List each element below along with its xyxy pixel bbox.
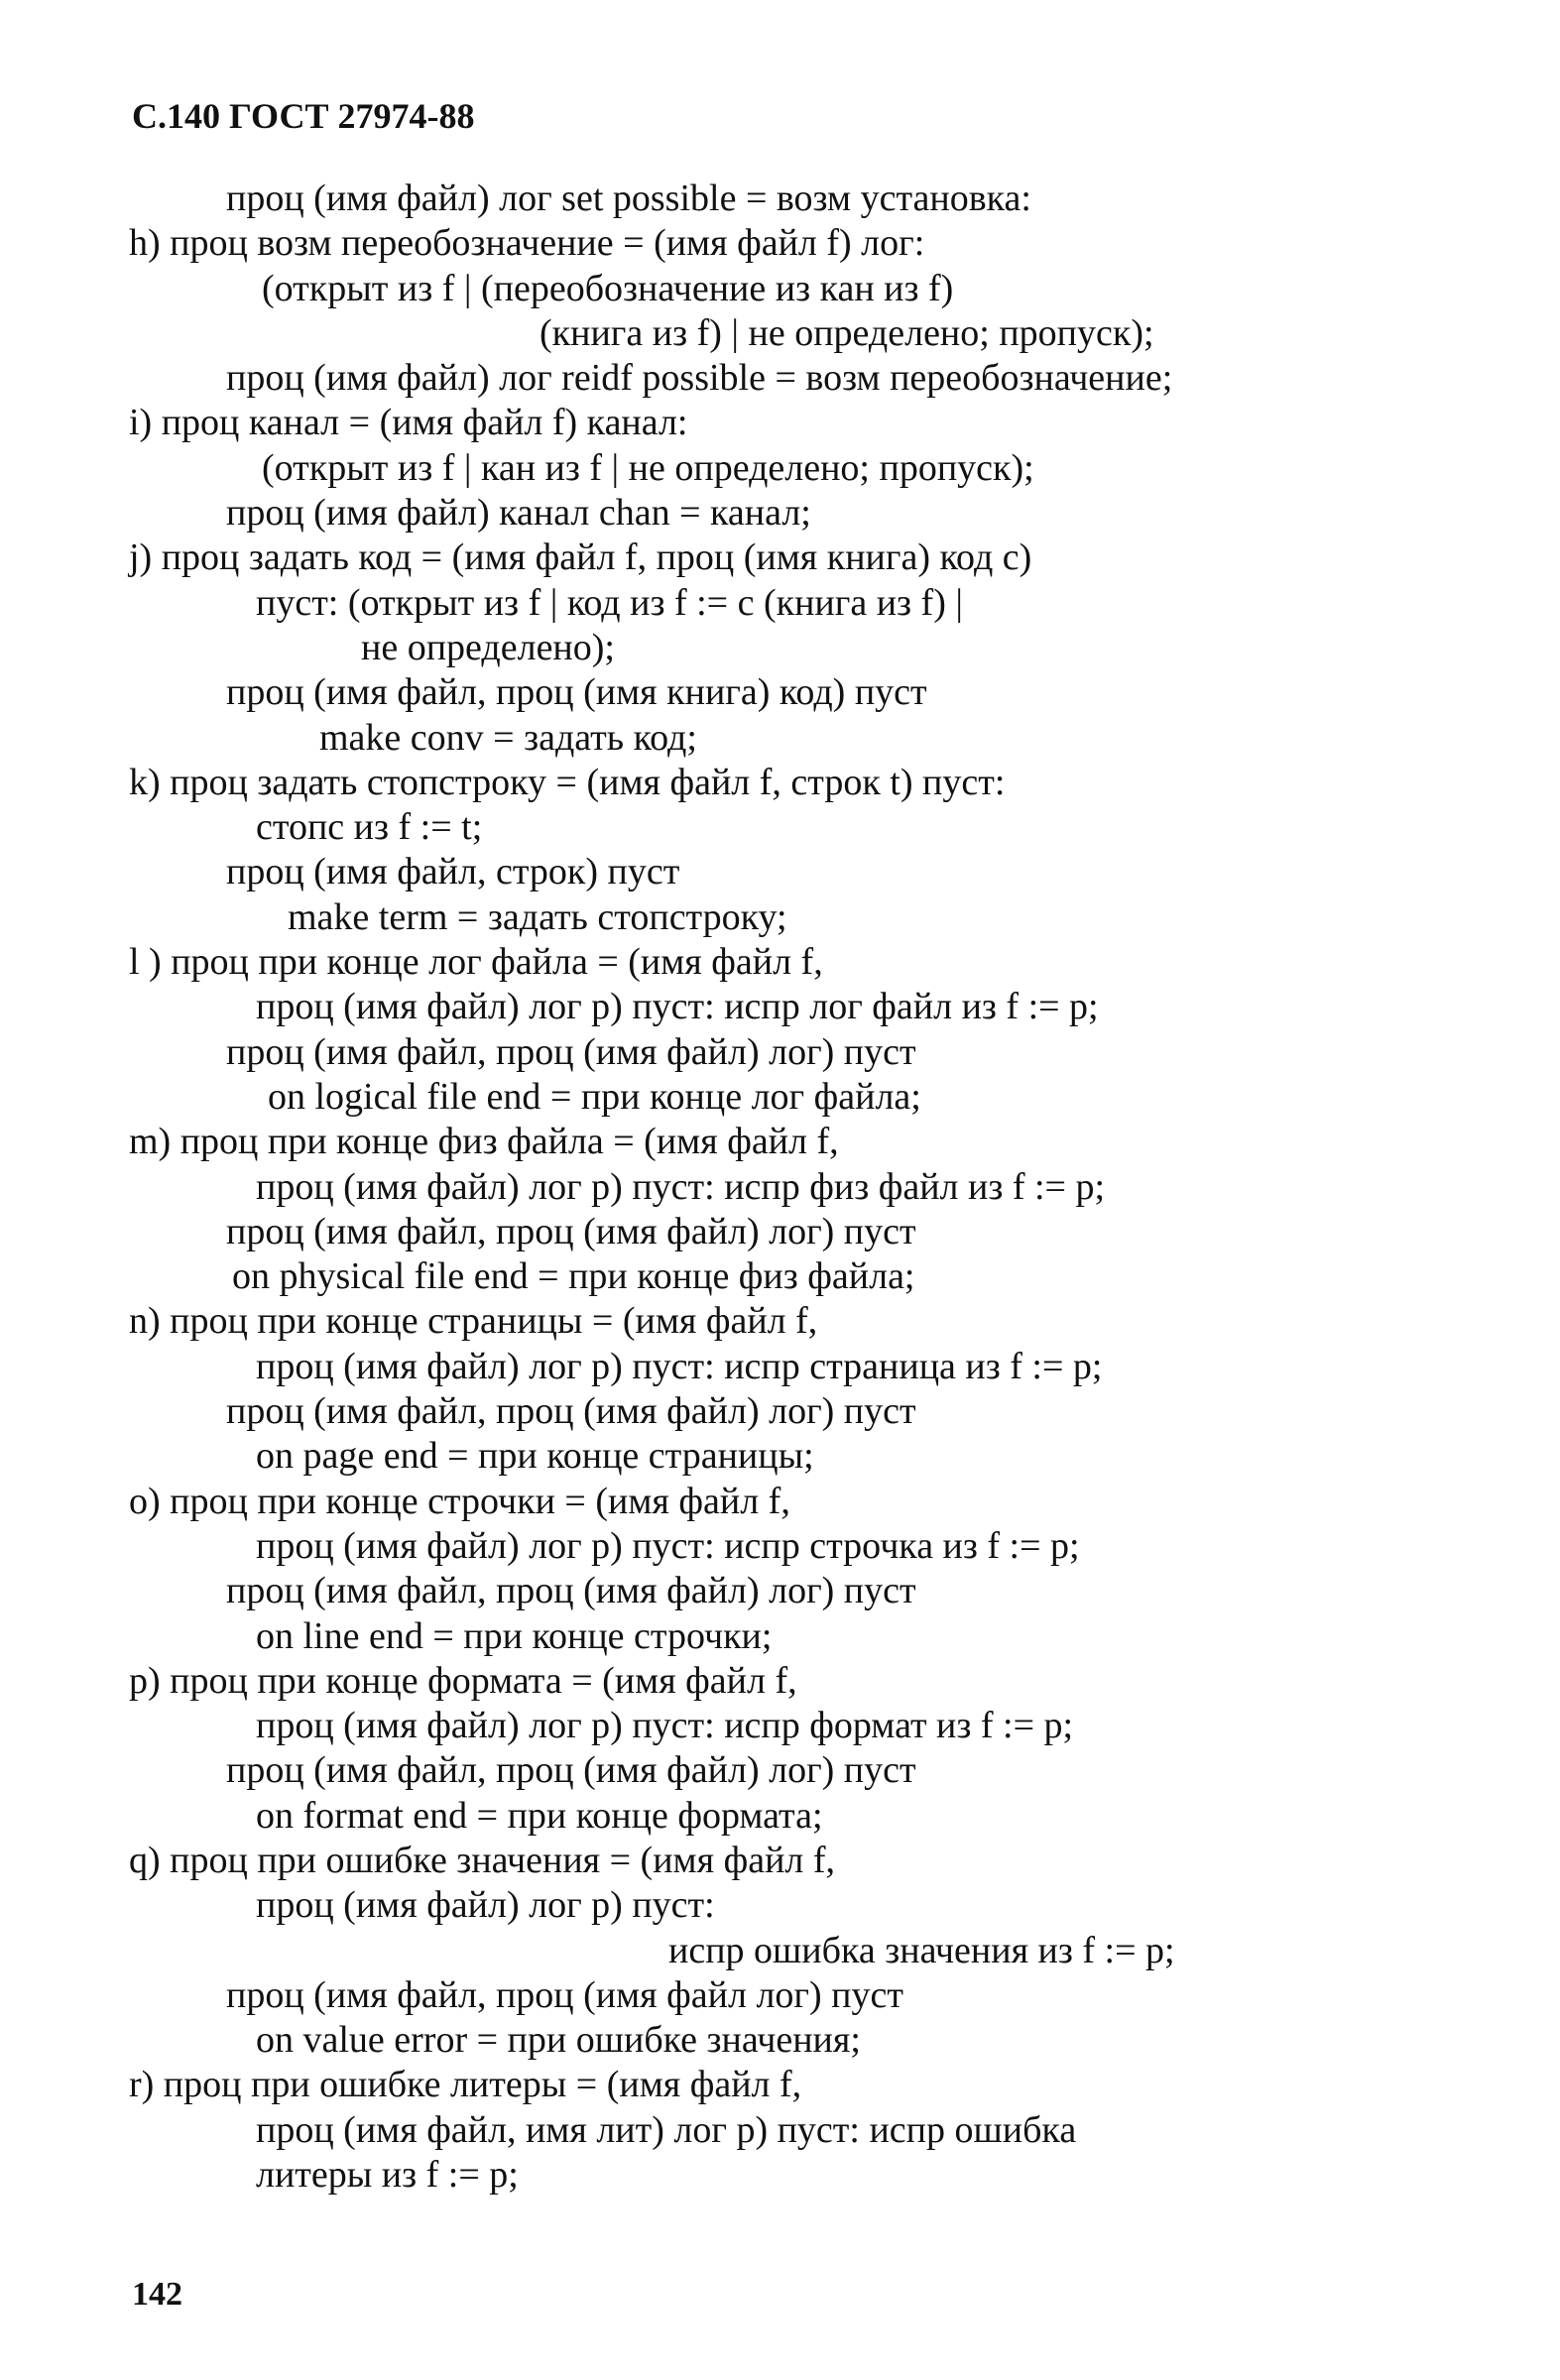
- code-line: проц (имя файл, проц (имя файл лог) пуст: [226, 1973, 903, 2016]
- code-line: (открыт из f | кан из f | не определено; пропуск);: [262, 446, 1034, 489]
- code-line: пуст: (открыт из f | код из f := с (книга из f) |: [256, 581, 963, 624]
- code-line: h) проц возм переобозначение = (имя файл f) лог:: [129, 222, 925, 265]
- code-line: (открыт из f | (переобозначение из кан из f): [262, 267, 954, 309]
- code-line: проц (имя файл, проц (имя файл) лог) пуст: [226, 1030, 916, 1073]
- code-line: проц (имя файл) лог p) пуст: испр строчка из f := p;: [256, 1524, 1080, 1567]
- code-line: on logical file end = при конце лог файла;: [268, 1075, 921, 1118]
- code-line: проц (имя файл, проц (имя файл) лог) пуст: [226, 1210, 916, 1252]
- code-line: не определено);: [361, 626, 615, 668]
- code-line: i) проц канал = (имя файл f) канал:: [129, 402, 688, 444]
- code-line: проц (имя файл, проц (имя файл) лог) пуст: [226, 1390, 916, 1433]
- code-line: on line end = при конце строчки;: [256, 1614, 773, 1657]
- code-line: make term = задать стопстроку;: [288, 895, 787, 938]
- code-line: испр ошибка значения из f := p;: [668, 1929, 1175, 1971]
- code-line: make conv = задать код;: [319, 716, 697, 759]
- code-line: проц (имя файл) лог p) пуст: испр страница из f := p;: [256, 1345, 1103, 1387]
- code-line: j) проц задать код = (имя файл f, проц (имя книга) код с): [129, 536, 1032, 579]
- code-line: on format end = при конце формата;: [256, 1794, 823, 1837]
- code-line: on page end = при конце страницы;: [256, 1435, 814, 1478]
- code-line: проц (имя файл, проц (имя файл) лог) пуст: [226, 1749, 916, 1792]
- code-line: on physical file end = при конце физ файла;: [232, 1255, 915, 1298]
- code-line: проц (имя файл) лог p) пуст:: [256, 1884, 715, 1927]
- code-line: проц (имя файл, проц (имя книга) код) пуст: [226, 671, 927, 714]
- code-line: q) проц при ошибке значения = (имя файл f,: [129, 1839, 836, 1881]
- code-line: k) проц задать стопстроку = (имя файл f, строк t) пуст:: [129, 761, 1006, 803]
- page-header: С.140 ГОСТ 27974-88: [132, 96, 475, 136]
- code-line: l ) проц при конце лог файла = (имя файл f,: [129, 941, 823, 984]
- code-line: проц (имя файл, имя лит) лог p) пуст: испр ошибка: [256, 2108, 1077, 2151]
- code-line: проц (имя файл) канал chan = канал;: [226, 492, 811, 535]
- code-line: n) проц при конце страницы = (имя файл f,: [129, 1300, 818, 1343]
- code-line: r) проц при ошибке литеры = (имя файл f,: [129, 2064, 802, 2106]
- code-listing: [129, 177, 1498, 2198]
- code-line: стопс из f := t;: [256, 806, 483, 849]
- code-line: проц (имя файл) лог reidf possible = возм переобозначение;: [226, 357, 1173, 400]
- code-line: проц (имя файл, проц (имя файл) лог) пуст: [226, 1570, 916, 1612]
- code-line: m) проц при конце физ файла = (имя файл f,: [129, 1121, 839, 1163]
- code-line: o) проц при конце строчки = (имя файл f,: [129, 1480, 790, 1522]
- code-line: проц (имя файл) лог p) пуст: испр лог файл из f := p;: [256, 986, 1099, 1028]
- code-line: проц (имя файл) лог set possible = возм установка:: [226, 178, 1031, 219]
- code-line: p) проц при конце формата = (имя файл f,: [129, 1659, 797, 1702]
- code-line: проц (имя файл) лог p) пуст: испр формат из f := p;: [256, 1705, 1074, 1747]
- page-number: 142: [132, 2276, 182, 2313]
- code-line: проц (имя файл) лог p) пуст: испр физ файл из f := p;: [256, 1165, 1106, 1208]
- code-line: проц (имя файл, строк) пуст: [226, 851, 680, 893]
- code-line: литеры из f := p;: [256, 2154, 519, 2197]
- code-line: (книга из f) | не определено; пропуск);: [540, 311, 1154, 354]
- code-line: on value error = при ошибке значения;: [256, 2019, 861, 2062]
